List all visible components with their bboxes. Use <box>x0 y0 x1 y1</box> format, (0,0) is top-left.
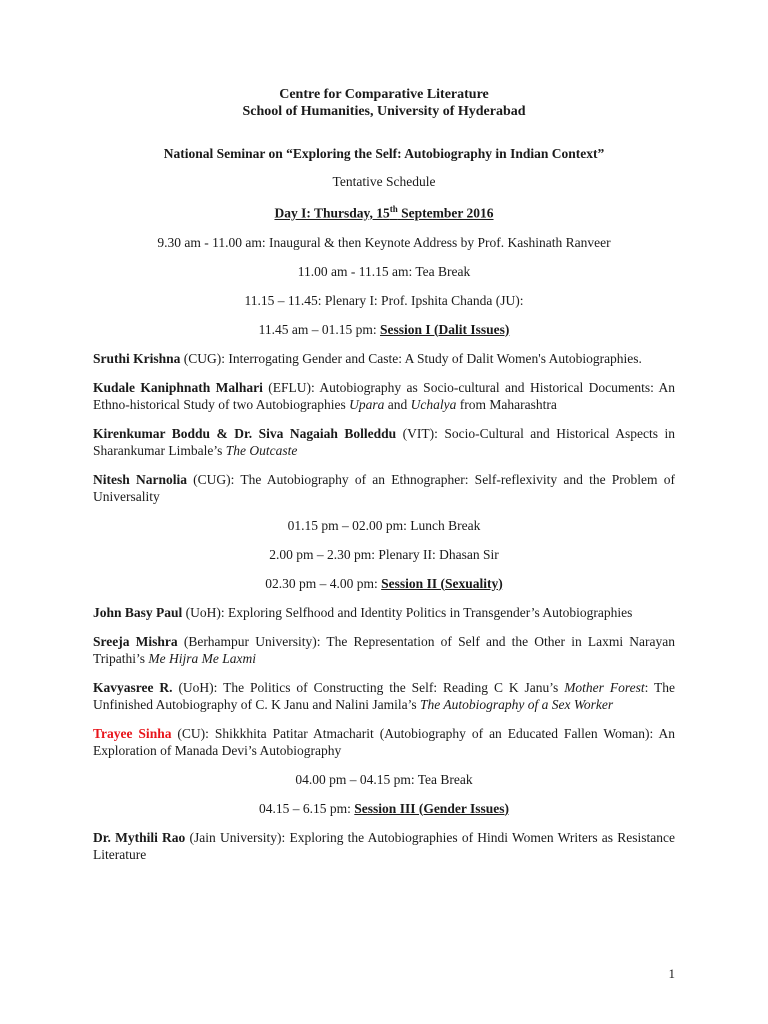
paper-entry <box>93 725 675 759</box>
paper-title-italic: The Autobiography of a Sex Worker <box>419 696 614 712</box>
plenary-2: 2.00 pm – 2.30 pm: Plenary II: Dhasan Sir <box>269 546 499 562</box>
paper-author: Sreeja Mishra <box>93 633 178 649</box>
paper-entry <box>93 633 675 667</box>
paper-entry <box>93 350 675 367</box>
paper-text: and <box>384 396 411 412</box>
paper-title-italic: Me Hijra Me Laxmi <box>148 650 257 666</box>
paper-entry <box>93 604 675 621</box>
lunch-break: 01.15 pm – 02.00 pm: Lunch Break <box>287 517 481 533</box>
paper-text: (VIT): Socio-Cultural and Historical Aspects in Sharankumar Limbale’s <box>93 425 675 458</box>
paper-author: Kudale Kaniphnath Malhari <box>93 379 263 395</box>
tentative-schedule-label: Tentative Schedule <box>332 174 436 189</box>
session-2-title: Session II (Sexuality) <box>381 575 503 591</box>
paper-text: (Jain University): Exploring the Autobiographies of Hindi Women Writers as Resistance Literature <box>93 829 675 862</box>
session-3-slot <box>93 800 675 817</box>
paper-author-highlighted: Trayee Sinha <box>93 725 172 741</box>
paper-title-italic: Mother Forest <box>564 679 645 695</box>
paper-author: Dr. Mythili Rao <box>93 829 186 845</box>
session-1-time: 11.45 am – 01.15 pm: <box>258 321 380 337</box>
paper-text: (CUG): Interrogating Gender and Caste: A Study of Dalit Women's Autobiographies. <box>180 350 642 366</box>
paper-text: (CUG): The Autobiography of an Ethnographer: Self-reflexivity and the Problem of Universality <box>93 471 676 504</box>
paper-text: (Berhampur University): The Representation of Self and the Other in Laxmi Narayan Tripathi’s <box>93 633 676 666</box>
session-3-title: Session III (Gender Issues) <box>354 800 509 816</box>
page-number: 1 <box>668 966 675 981</box>
paper-text: (EFLU): Autobiography as Socio-cultural and Historical Documents: An Ethno-historical Study of two Autobiographies <box>93 379 675 412</box>
paper-author: Kavyasree R. <box>93 679 173 695</box>
session-2-time: 02.30 pm – 4.00 pm: <box>265 575 382 591</box>
paper-entry <box>93 829 675 863</box>
paper-author: Kirenkumar Boddu & Dr. Siva Nagaiah Bolleddu <box>93 425 397 441</box>
day-prefix: Day I: Thursday, 15 <box>274 205 390 221</box>
day-suffix: September 2016 <box>397 205 494 221</box>
paper-text: (UoH): The Politics of Constructing the Self: Reading C K Janu’s <box>172 679 565 695</box>
day-sup: th <box>389 204 398 214</box>
session-1-title: Session I (Dalit Issues) <box>379 321 510 337</box>
paper-entry <box>93 425 675 459</box>
school-heading: School of Humanities, University of Hyderabad <box>242 104 526 119</box>
paper-text: (UoH): Exploring Selfhood and Identity Politics in Transgender’s Autobiographies <box>182 604 633 620</box>
inaugural-slot: 9.30 am - 11.00 am: Inaugural & then Keynote Address by Prof. Kashinath Ranveer <box>157 234 611 250</box>
tea-break-2: 04.00 pm – 04.15 pm: Tea Break <box>295 771 473 787</box>
tea-break-1: 11.00 am - 11.15 am: Tea Break <box>297 263 471 279</box>
paper-title-italic: The Outcaste <box>225 442 298 458</box>
seminar-title: National Seminar on “Exploring the Self: Autobiography in Indian Context” <box>163 146 605 161</box>
paper-text: from Maharashtra <box>456 396 557 412</box>
session-1-slot <box>93 321 675 338</box>
session-2-slot <box>93 575 675 592</box>
paper-entry <box>93 379 675 413</box>
paper-author: Sruthi Krishna <box>93 350 181 366</box>
paper-title-italic: Upara <box>349 396 385 412</box>
paper-entry <box>93 679 675 713</box>
day-heading <box>93 201 675 222</box>
paper-text: (CU): Shikkhita Patitar Atmacharit (Autobiography of an Educated Fallen Woman): An Exploration of Manada Devi’s Autobiography <box>93 725 675 758</box>
paper-text: : The Unfinished Autobiography of C. K Janu and Nalini Jamila’s <box>93 679 675 712</box>
session-3-time: 04.15 – 6.15 pm: <box>259 800 355 816</box>
paper-entry <box>93 471 675 505</box>
paper-author: John Basy Paul <box>93 604 183 620</box>
plenary-1: 11.15 – 11.45: Plenary I: Prof. Ipshita Chanda (JU): <box>244 292 524 308</box>
paper-title-italic: Uchalya <box>410 396 457 412</box>
centre-heading: Centre for Comparative Literature <box>279 87 489 102</box>
paper-author: Nitesh Narnolia <box>93 471 187 487</box>
